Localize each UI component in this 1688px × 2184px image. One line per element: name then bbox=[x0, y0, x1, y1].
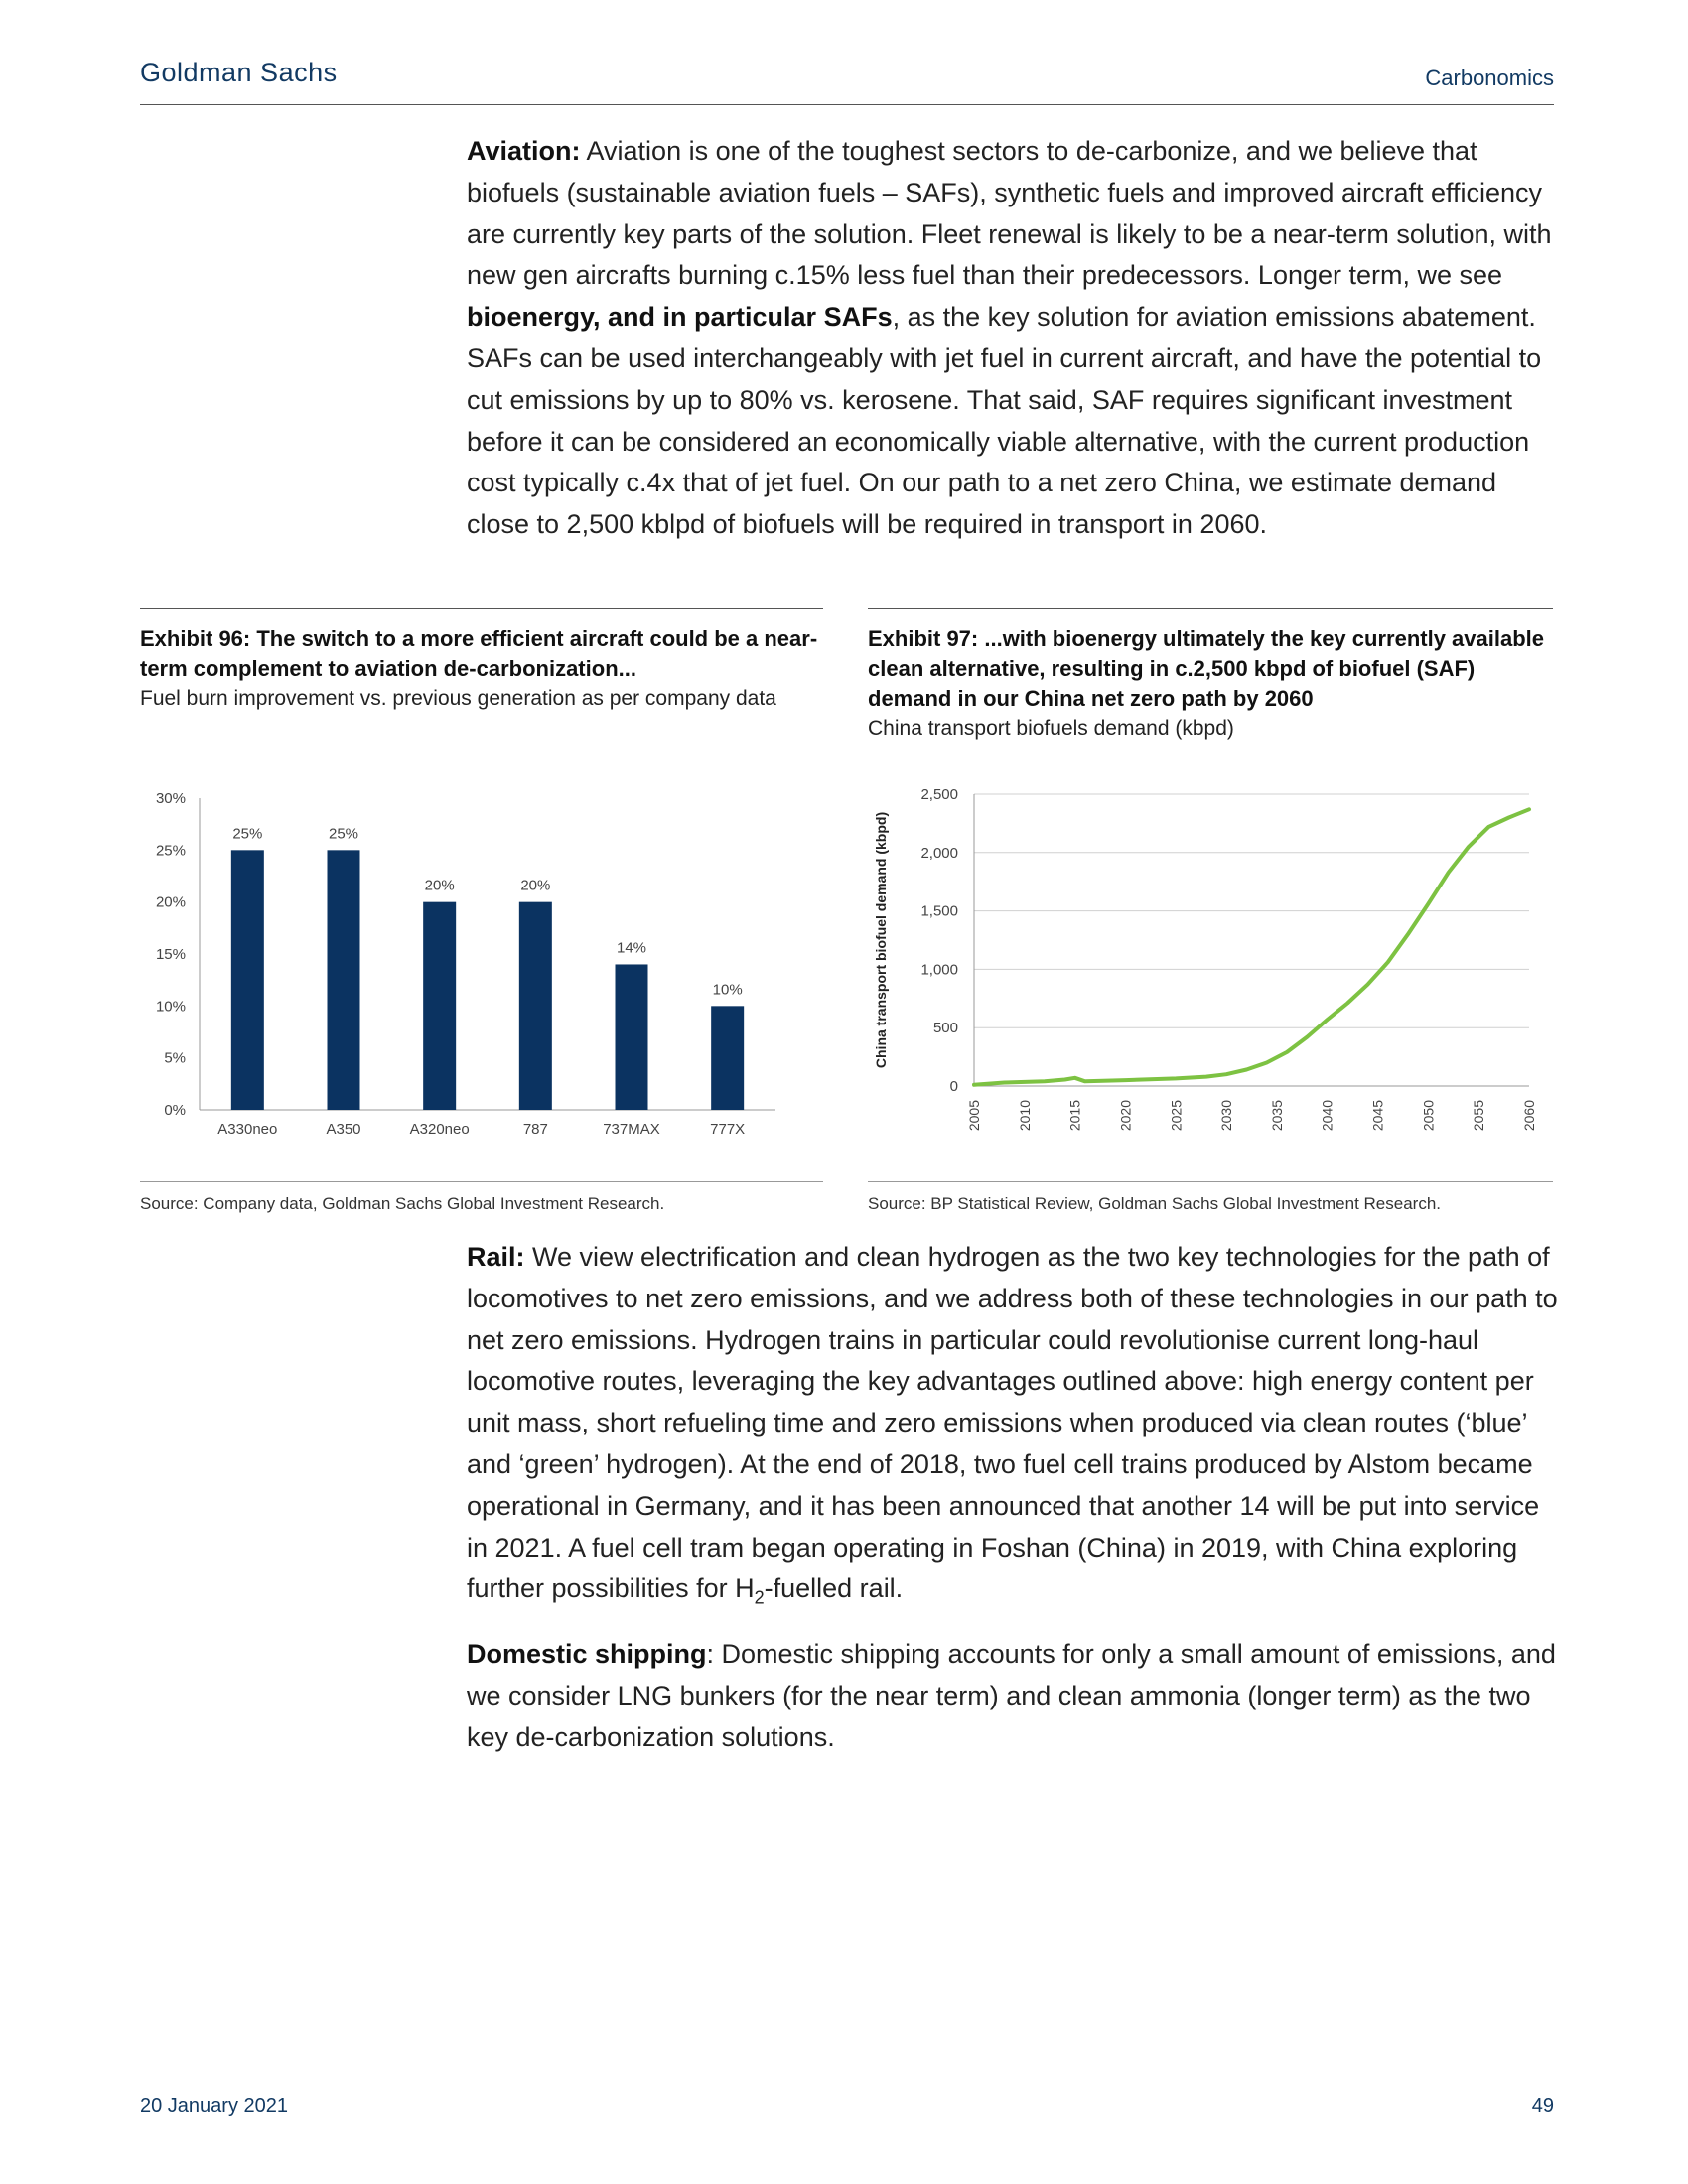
bar-y-tick-label: 0% bbox=[164, 1102, 186, 1119]
bar-category-label: A320neo bbox=[409, 1121, 470, 1138]
bar-y-tick-label: 10% bbox=[155, 998, 186, 1016]
bar-category-label: A350 bbox=[326, 1121, 361, 1138]
rail-lead: Rail: bbox=[467, 1242, 525, 1272]
bar-data-label: 20% bbox=[520, 877, 551, 894]
header-rule bbox=[140, 104, 1554, 105]
page-number: 49 bbox=[1531, 2095, 1554, 2116]
bar-data-label: 25% bbox=[328, 825, 359, 843]
bar-data-label: 20% bbox=[424, 877, 455, 894]
rail-paragraph bbox=[467, 1237, 1559, 1620]
bar-y-tick-label: 5% bbox=[164, 1049, 186, 1067]
bar-data-label: 10% bbox=[712, 981, 743, 999]
line-y-tick-label: 2,000 bbox=[920, 844, 958, 862]
line-series bbox=[974, 809, 1529, 1085]
rail-subscript: 2 bbox=[754, 1587, 765, 1608]
exhibit-97-source-rule bbox=[868, 1181, 1553, 1182]
rail-text-1: We view electrification and clean hydrogen as the two key technologies for the path of locomotives to net zero emissions, and we address both of these technologies in our path to net zero emissions. Hydrogen trains in particular could revolutionise current long-haul locomotive routes, leveraging the key advantages outlined above: high energy content per unit mass, short refueling time and zero emissions when produced via clean routes (‘blue’ and ‘green’ hydrogen). At the end of 2018, two fuel cell trains produced by Alstom became operational in Germany, and it has been announced that another 14 will be put into service in 2021. A fuel cell tram began operating in Foshan (China) in 2019, with China exploring further possibilities for H bbox=[467, 1242, 1558, 1604]
line-x-tick-label: 2010 bbox=[1016, 1100, 1033, 1132]
bar-chart bbox=[140, 774, 823, 1152]
exhibit-97-source: Source: BP Statistical Review, Goldman Sachs Global Investment Research. bbox=[868, 1194, 1442, 1213]
line-y-tick-label: 500 bbox=[932, 1020, 958, 1037]
bar-category-label: 737MAX bbox=[603, 1121, 660, 1138]
line-chart bbox=[868, 774, 1553, 1152]
rail-text-2: -fuelled rail. bbox=[764, 1573, 904, 1604]
line-x-tick-label: 2025 bbox=[1168, 1100, 1185, 1132]
bar-data-label: 25% bbox=[232, 825, 263, 843]
bar-y-tick-label: 30% bbox=[155, 790, 186, 807]
bar-category-label: 787 bbox=[522, 1121, 548, 1138]
bar-category-label: 777X bbox=[710, 1121, 746, 1138]
line-x-tick-label: 2040 bbox=[1319, 1100, 1336, 1132]
exhibit-96-source-rule bbox=[140, 1181, 823, 1182]
brand-name: Goldman Sachs bbox=[140, 58, 338, 87]
line-x-tick-label: 2020 bbox=[1117, 1100, 1134, 1132]
bar-data-label: 14% bbox=[616, 939, 647, 957]
bar-y-tick-label: 25% bbox=[155, 842, 186, 860]
line-y-tick-label: 1,500 bbox=[920, 902, 958, 920]
bar-category-label: A330neo bbox=[217, 1121, 278, 1138]
bar-y-tick-label: 15% bbox=[155, 946, 186, 963]
bar bbox=[328, 850, 360, 1110]
exhibit-96 bbox=[140, 608, 823, 714]
aviation-bold: bioenergy, and in particular SAFs bbox=[467, 302, 893, 333]
line-x-tick-label: 2060 bbox=[1521, 1100, 1537, 1132]
bar bbox=[519, 902, 552, 1110]
exhibit-97-rule bbox=[868, 608, 1553, 609]
line-x-tick-label: 2015 bbox=[1066, 1100, 1083, 1132]
bar bbox=[231, 850, 264, 1110]
report-name: Carbonomics bbox=[1425, 66, 1554, 90]
footer-date: 20 January 2021 bbox=[140, 2095, 289, 2116]
shipping-paragraph bbox=[467, 1634, 1559, 1758]
line-y-tick-label: 1,000 bbox=[920, 961, 958, 979]
bar bbox=[711, 1006, 744, 1110]
exhibit-97 bbox=[868, 608, 1553, 744]
aviation-text-1: Aviation is one of the toughest sectors to de-carbonize, and we believe that biofuels (sustainable aviation fuels – SAFs), synthetic fuels and improved aircraft efficiency are currently key parts of the solution. Fleet renewal is likely to be a near-term solution, with new gen aircrafts burning c.15% less fuel than their predecessors. Longer term, we see bbox=[467, 136, 1552, 291]
line-x-tick-label: 2055 bbox=[1471, 1100, 1487, 1132]
line-y-tick-label: 2,500 bbox=[920, 786, 958, 803]
exhibit-96-title: Exhibit 96: The switch to a more efficient aircraft could be a near-term complement to aviation de-carbonization... bbox=[140, 626, 818, 681]
shipping-lead: Domestic shipping bbox=[467, 1639, 707, 1669]
aviation-paragraph bbox=[467, 131, 1559, 546]
exhibit-96-source: Source: Company data, Goldman Sachs Global Investment Research. bbox=[140, 1194, 665, 1213]
shipping-text: : Domestic shipping accounts for only a small amount of emissions, and we consider LNG bunkers (for the near term) and clean ammonia (longer term) as the two key de-carbonization solutions. bbox=[467, 1639, 1556, 1752]
exhibit-97-subtitle: China transport biofuels demand (kbpd) bbox=[868, 717, 1234, 740]
aviation-text-2: , as the key solution for aviation emissions abatement. SAFs can be used interchangeably with jet fuel in current aircraft, and have the potential to cut emissions by up to 80% vs. kerosene. That said, SAF requires significant investment before it can be considered an economically viable alternative, with the current production cost typically c.4x that of jet fuel. On our path to a net zero China, we estimate demand close to 2,500 kblpd of biofuels will be required in transport in 2060. bbox=[467, 302, 1542, 540]
line-x-tick-label: 2030 bbox=[1218, 1100, 1235, 1132]
exhibit-96-subtitle: Fuel burn improvement vs. previous generation as per company data bbox=[140, 687, 776, 710]
line-y-axis-label: China transport biofuel demand (kbpd) bbox=[873, 811, 889, 1069]
bar bbox=[423, 902, 456, 1110]
bar-y-tick-label: 20% bbox=[155, 893, 186, 911]
line-x-tick-label: 2045 bbox=[1369, 1100, 1386, 1132]
line-y-tick-label: 0 bbox=[949, 1078, 958, 1095]
line-x-tick-label: 2035 bbox=[1268, 1100, 1285, 1132]
bar bbox=[616, 964, 648, 1110]
line-x-tick-label: 2005 bbox=[966, 1100, 982, 1132]
line-x-tick-label: 2050 bbox=[1420, 1100, 1437, 1132]
exhibit-97-title: Exhibit 97: ...with bioenergy ultimately the key currently available clean alternative, resulting in c.2,500 kbpd of biofuel (SAF) demand in our China net zero path by 2060 bbox=[868, 626, 1544, 711]
aviation-lead: Aviation: bbox=[467, 136, 581, 166]
exhibit-96-rule bbox=[140, 608, 823, 609]
